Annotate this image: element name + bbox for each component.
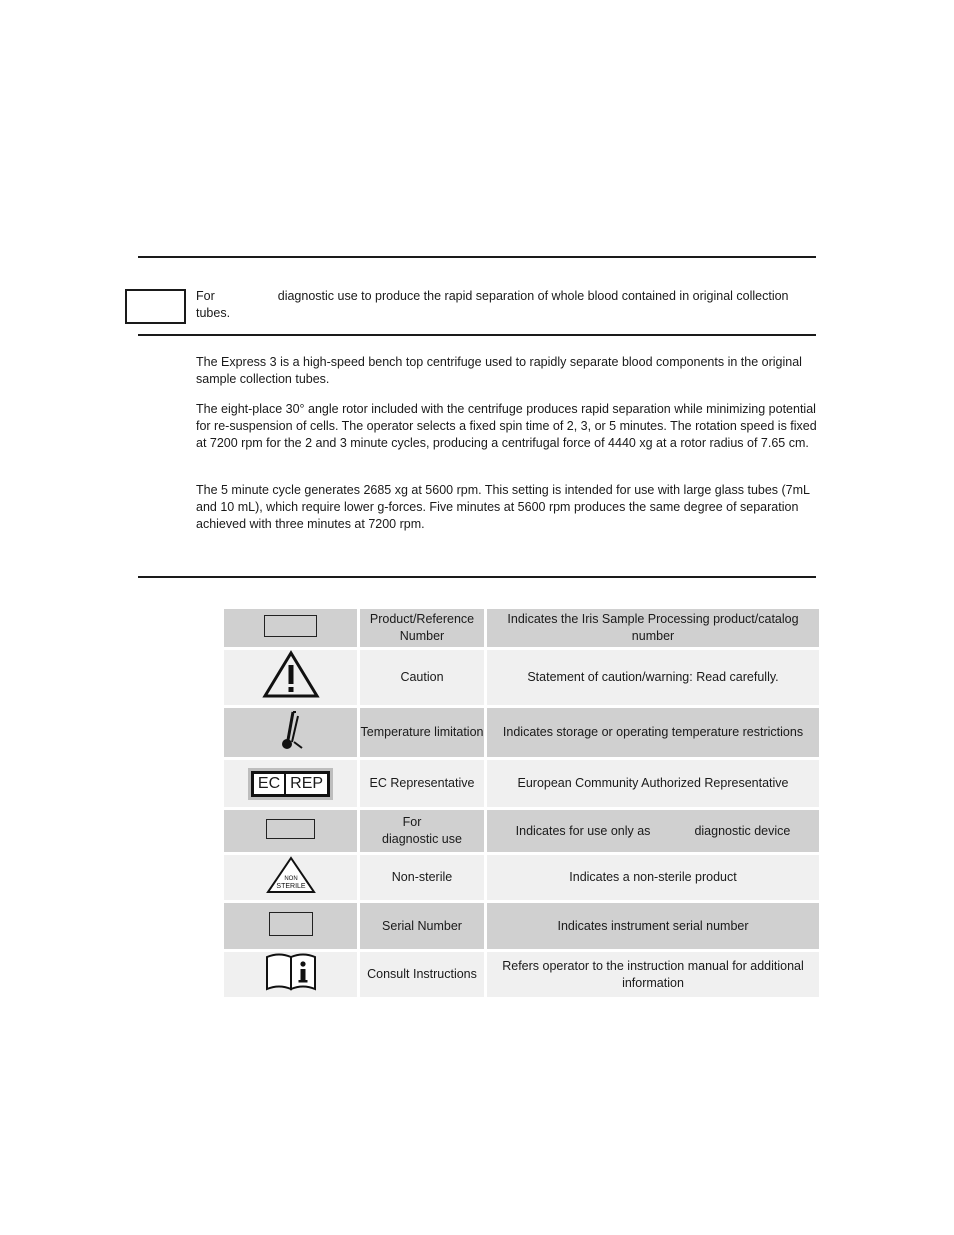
symbols-table [221, 606, 822, 1000]
symbol-name [360, 810, 484, 852]
non-sterile-icon [224, 855, 357, 900]
description-paragraph-2: The eight-place 30° angle rotor included with the centrifuge produces rapid separation while minimizing potential for re-suspension of cells. The operator selects a fixed spin time of 2, 3, or 5 minutes. The rotation speed is fixed at 7200 rpm for the 2 and 3 minute cycles, producing a centrifugal force of 4440 xg at a rotor radius of 7.65 cm. [196, 402, 817, 450]
description-paragraph-3: The 5 minute cycle generates 2685 xg at 5600 rpm. This setting is intended for use with large glass tubes (7mL and 10 mL), which require lower g-forces. Five minutes at 5600 rpm produces the same degree of separation achieved with three minutes at 7200 rpm. [196, 483, 810, 531]
symbol-description: Indicates storage or operating temperature restrictions [487, 708, 819, 757]
middle-rule [138, 334, 816, 336]
table-row [224, 708, 819, 757]
intended-use-text [196, 288, 816, 322]
table-row [224, 760, 819, 807]
symbol-name-line-2: diagnostic use [382, 832, 462, 846]
table-row [224, 855, 819, 900]
caution-icon [224, 650, 357, 705]
table-row [224, 903, 819, 949]
table-row [224, 952, 819, 997]
sterile-label: STERILE [275, 883, 306, 890]
table-row [224, 650, 819, 705]
ivd-symbol-box [125, 289, 186, 324]
symbol-description: European Community Authorized Representative [487, 760, 819, 807]
symbol-name: Consult Instructions [360, 952, 484, 997]
symbol-name: EC Representative [360, 760, 484, 807]
consult-instructions-icon [224, 952, 357, 997]
top-rule [138, 256, 816, 258]
symbol-description: Statement of caution/warning: Read carefully. [487, 650, 819, 705]
symbol-description: Indicates the Iris Sample Processing product/catalog number [487, 609, 819, 647]
symbol-description: Refers operator to the instruction manual for additional information [487, 952, 819, 997]
table-row [224, 810, 819, 852]
ref-box-icon [224, 609, 357, 647]
intended-use-description: diagnostic use to produce the rapid separation of whole blood contained in original collection tubes. [196, 289, 789, 320]
symbol-name-line-1: For [402, 815, 422, 829]
symbol-description [487, 810, 819, 852]
symbol-description-part-2: diagnostic device [694, 823, 791, 838]
symbol-description-part-1: Indicates for use only as [515, 823, 651, 838]
non-label: NON [283, 876, 298, 882]
rep-label: REP [290, 774, 324, 792]
ec-rep-icon [224, 760, 357, 807]
serial-box-icon [224, 903, 357, 949]
table-row [224, 609, 819, 647]
symbol-name: Non-sterile [360, 855, 484, 900]
symbol-name: Serial Number [360, 903, 484, 949]
thermometer-icon [224, 708, 357, 757]
description-paragraph-1: The Express 3 is a high-speed bench top centrifuge used to rapidly separate blood components in the original sample collection tubes. [196, 355, 802, 386]
symbol-description: Indicates a non-sterile product [487, 855, 819, 900]
lower-rule [138, 576, 816, 578]
symbol-name: Temperature limitation [360, 708, 484, 757]
symbol-name: Product/Reference Number [360, 609, 484, 647]
ivd-box-icon [224, 810, 357, 852]
symbol-name: Caution [360, 650, 484, 705]
ec-label: EC [254, 774, 286, 794]
intended-use-for: For [196, 289, 215, 303]
symbol-description: Indicates instrument serial number [487, 903, 819, 949]
